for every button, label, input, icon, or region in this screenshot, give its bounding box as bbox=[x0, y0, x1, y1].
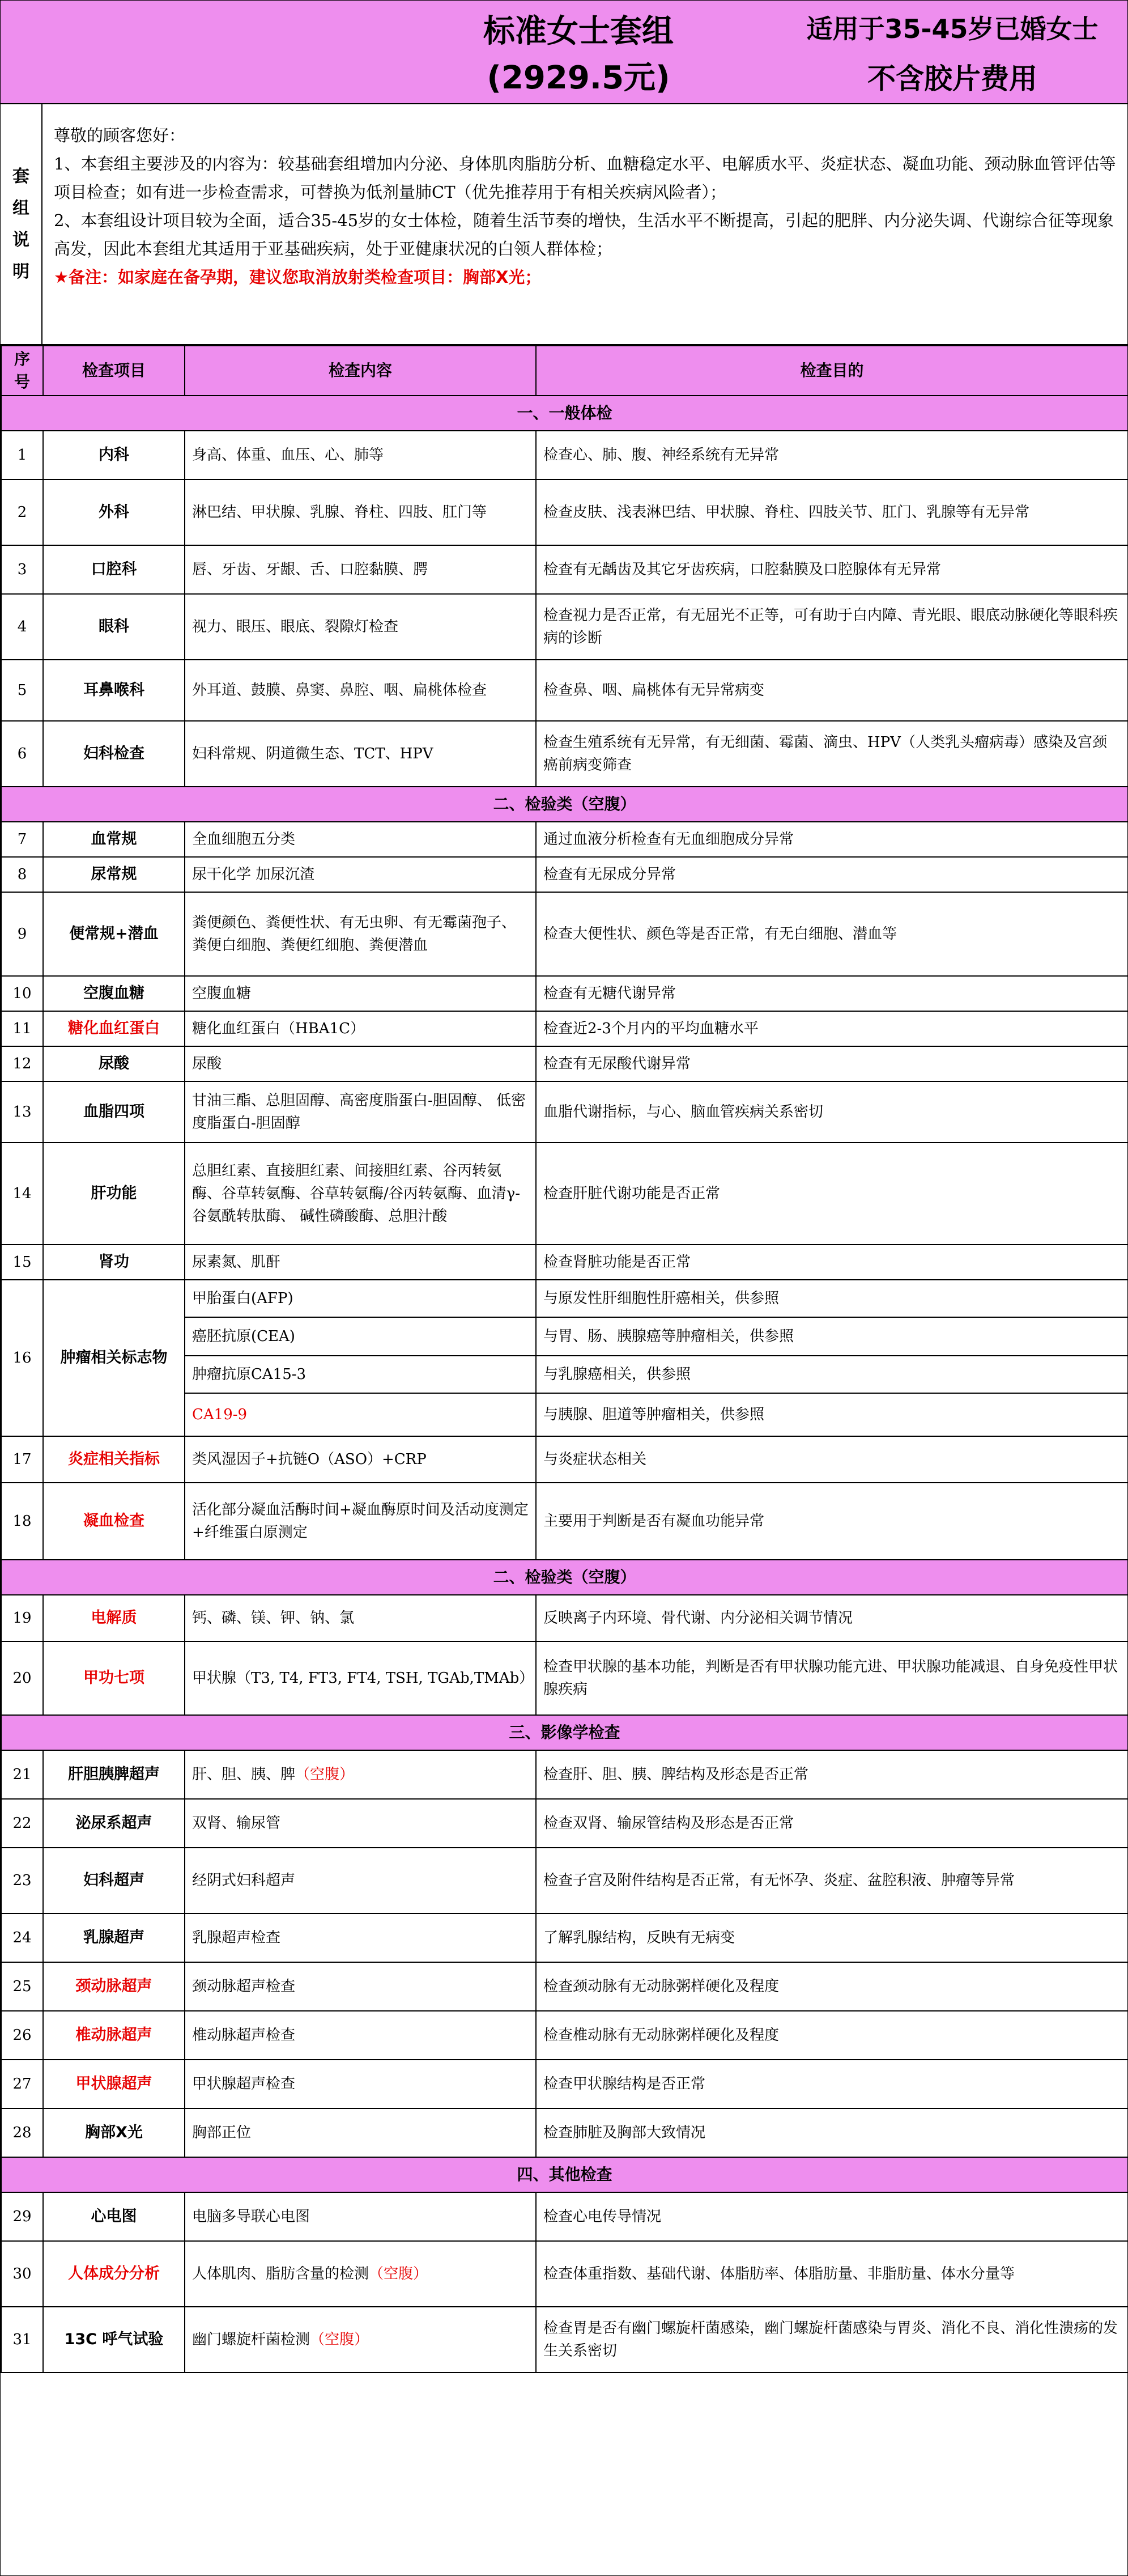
package-header bbox=[1, 1, 1127, 104]
content-text: 钙、磷、镁、钾、钠、氯 bbox=[192, 1610, 355, 1627]
exam-content bbox=[185, 660, 536, 721]
table-row bbox=[1, 1483, 1128, 1560]
content-text: 经阴式妇科超声 bbox=[192, 1872, 296, 1889]
content-text: 视力、眼压、眼底、裂隙灯检查 bbox=[192, 618, 399, 635]
exam-item: 空腹血糖 bbox=[43, 976, 185, 1011]
row-number: 2 bbox=[1, 479, 43, 545]
exam-content bbox=[185, 479, 536, 545]
exam-purpose: 检查皮肤、浅表淋巴结、甲状腺、脊柱、四肢关节、肛门、乳腺等有无异常 bbox=[536, 479, 1128, 545]
exam-item: 妇科检查 bbox=[43, 721, 185, 787]
section-title: 二、检验类（空腹） bbox=[1, 787, 1128, 822]
table-row bbox=[1, 1011, 1128, 1046]
exam-content bbox=[185, 2241, 536, 2307]
exam-item: 椎动脉超声 bbox=[43, 2011, 185, 2060]
exam-item: 凝血检查 bbox=[43, 1483, 185, 1560]
row-number: 1 bbox=[1, 431, 43, 479]
side-char: 说 bbox=[12, 230, 29, 250]
row-number: 31 bbox=[1, 2307, 43, 2373]
row-number: 6 bbox=[1, 721, 43, 787]
section-row bbox=[1, 396, 1128, 431]
exam-content bbox=[185, 1962, 536, 2011]
row-number: 13 bbox=[1, 1081, 43, 1143]
package-title: 标准女士套组 bbox=[483, 13, 674, 50]
exam-purpose: 检查心、肺、腹、神经系统有无异常 bbox=[536, 431, 1128, 479]
package-description bbox=[1, 104, 1127, 345]
exam-item: 泌尿系超声 bbox=[43, 1799, 185, 1848]
exam-purpose: 检查椎动脉有无动脉粥样硬化及程度 bbox=[536, 2011, 1128, 2060]
exam-item: 肾功 bbox=[43, 1245, 185, 1280]
content-text: 活化部分凝血活酶时间+凝血酶原时间及活动度测定+纤维蛋白原测定 bbox=[192, 1501, 529, 1541]
exam-purpose: 检查有无糖代谢异常 bbox=[536, 976, 1128, 1011]
row-number: 3 bbox=[1, 545, 43, 594]
table-row bbox=[1, 1962, 1128, 2011]
exam-purpose: 血脂代谢指标，与心、脑血管疾病关系密切 bbox=[536, 1081, 1128, 1143]
exam-table-body bbox=[1, 396, 1128, 2373]
row-number: 18 bbox=[1, 1483, 43, 1560]
exam-item: 妇科超声 bbox=[43, 1848, 185, 1913]
table-header-row bbox=[1, 346, 1128, 396]
content-text: 电脑多导联心电图 bbox=[192, 2208, 310, 2225]
exam-content bbox=[185, 1750, 536, 1799]
row-number: 26 bbox=[1, 2011, 43, 2060]
exam-item: 炎症相关指标 bbox=[43, 1436, 185, 1483]
table-row bbox=[1, 721, 1128, 787]
exam-purpose: 检查大便性状、颜色等是否正常，有无白细胞、潜血等 bbox=[536, 892, 1128, 976]
exam-item: 电解质 bbox=[43, 1595, 185, 1641]
table-row bbox=[1, 1641, 1128, 1715]
exam-content bbox=[185, 1913, 536, 1962]
exam-content bbox=[185, 431, 536, 479]
exam-item: 尿常规 bbox=[43, 857, 185, 892]
exam-purpose: 检查双肾、输尿管结构及形态是否正常 bbox=[536, 1799, 1128, 1848]
row-number: 10 bbox=[1, 976, 43, 1011]
exam-purpose: 检查体重指数、基础代谢、体脂肪率、体脂肪量、非脂肪量、体水分量等 bbox=[536, 2241, 1128, 2307]
exam-content: CA19-9 bbox=[185, 1393, 536, 1436]
exam-item: 甲功七项 bbox=[43, 1641, 185, 1715]
exam-item: 肿瘤相关标志物 bbox=[43, 1280, 185, 1436]
content-text: 空腹血糖 bbox=[192, 985, 252, 1002]
row-number: 19 bbox=[1, 1595, 43, 1641]
target-audience: 适用于35-45岁已婚女士 bbox=[806, 14, 1099, 44]
exam-item: 心电图 bbox=[43, 2192, 185, 2241]
exam-purpose: 检查颈动脉有无动脉粥样硬化及程度 bbox=[536, 1962, 1128, 2011]
content-text: 甘油三酯、总胆固醇、高密度脂蛋白-胆固醇、 低密度脂蛋白-胆固醇 bbox=[192, 1092, 526, 1132]
side-char: 明 bbox=[12, 261, 29, 282]
content-text: 类风湿因子+抗链O（ASO）+CRP bbox=[192, 1451, 427, 1468]
table-row bbox=[1, 1799, 1128, 1848]
exam-item: 血常规 bbox=[43, 822, 185, 857]
exam-item: 肝胆胰脾超声 bbox=[43, 1750, 185, 1799]
side-char: 组 bbox=[12, 198, 29, 218]
exam-item: 13C 呼气试验 bbox=[43, 2307, 185, 2373]
exam-content bbox=[185, 2060, 536, 2108]
row-number: 15 bbox=[1, 1245, 43, 1280]
row-number: 28 bbox=[1, 2108, 43, 2157]
exam-purpose: 检查肾脏功能是否正常 bbox=[536, 1245, 1128, 1280]
col-header-content: 检查内容 bbox=[185, 346, 536, 396]
exam-purpose: 检查有无尿成分异常 bbox=[536, 857, 1128, 892]
description-body bbox=[54, 121, 1119, 291]
exam-content bbox=[185, 1143, 536, 1245]
exam-content bbox=[185, 1848, 536, 1913]
exam-content bbox=[185, 1046, 536, 1081]
content-text: 颈动脉超声检查 bbox=[192, 1978, 296, 1995]
exam-content bbox=[185, 2192, 536, 2241]
exam-content bbox=[185, 892, 536, 976]
exam-item: 甲状腺超声 bbox=[43, 2060, 185, 2108]
table-row bbox=[1, 1913, 1128, 1962]
row-number: 25 bbox=[1, 1962, 43, 2011]
exam-content bbox=[185, 976, 536, 1011]
table-row bbox=[1, 857, 1128, 892]
row-number: 9 bbox=[1, 892, 43, 976]
table-row bbox=[1, 822, 1128, 857]
section-title: 二、检验类（空腹） bbox=[1, 1560, 1128, 1595]
table-row bbox=[1, 545, 1128, 594]
content-text: 双肾、输尿管 bbox=[192, 1815, 281, 1832]
row-number: 7 bbox=[1, 822, 43, 857]
section-title: 四、其他检查 bbox=[1, 2157, 1128, 2192]
section-row bbox=[1, 787, 1128, 822]
section-row bbox=[1, 2157, 1128, 2192]
exam-item: 口腔科 bbox=[43, 545, 185, 594]
content-text: 妇科常规、阴道微生态、TCT、HPV bbox=[192, 745, 433, 762]
fee-exclusion: 不含胶片费用 bbox=[867, 62, 1037, 95]
exam-content bbox=[185, 594, 536, 660]
col-header-purpose: 检查目的 bbox=[536, 346, 1128, 396]
table-row bbox=[1, 1046, 1128, 1081]
exam-purpose: 与胰腺、胆道等肿瘤相关，供参照 bbox=[536, 1393, 1128, 1436]
exam-content bbox=[185, 2011, 536, 2060]
row-number: 11 bbox=[1, 1011, 43, 1046]
exam-purpose: 检查胃是否有幽门螺旋杆菌感染，幽门螺旋杆菌感染与胃炎、消化不良、消化性溃疡的发生关系密切 bbox=[536, 2307, 1128, 2373]
exam-content bbox=[185, 822, 536, 857]
row-number: 22 bbox=[1, 1799, 43, 1848]
row-number: 29 bbox=[1, 2192, 43, 2241]
exam-purpose: 反映离子内环境、骨代谢、内分泌相关调节情况 bbox=[536, 1595, 1128, 1641]
table-row bbox=[1, 1750, 1128, 1799]
content-text: 尿酸 bbox=[192, 1055, 222, 1072]
table-row bbox=[1, 2192, 1128, 2241]
fasting-note: （空腹） bbox=[295, 1766, 355, 1783]
exam-purpose: 了解乳腺结构，反映有无病变 bbox=[536, 1913, 1128, 1962]
exam-item: 糖化血红蛋白 bbox=[43, 1011, 185, 1046]
content-text: 尿素氮、肌酐 bbox=[192, 1254, 281, 1271]
exam-purpose: 检查心电传导情况 bbox=[536, 2192, 1128, 2241]
table-row bbox=[1, 660, 1128, 721]
exam-purpose: 检查视力是否正常，有无屈光不正等，可有助于白内障、青光眼、眼底动脉硬化等眼科疾病的诊断 bbox=[536, 594, 1128, 660]
row-number: 21 bbox=[1, 1750, 43, 1799]
table-row bbox=[1, 1848, 1128, 1913]
content-text: 粪便颜色、粪便性状、有无虫卵、有无霉菌孢子、粪便白细胞、粪便红细胞、粪便潜血 bbox=[192, 914, 517, 954]
exam-purpose: 通过血液分析检查有无血细胞成分异常 bbox=[536, 822, 1128, 857]
exam-item: 人体成分分析 bbox=[43, 2241, 185, 2307]
exam-purpose: 主要用于判断是否有凝血功能异常 bbox=[536, 1483, 1128, 1560]
exam-content bbox=[185, 1245, 536, 1280]
section-title: 三、影像学检查 bbox=[1, 1715, 1128, 1750]
content-text: 外耳道、鼓膜、鼻窦、鼻腔、咽、扁桃体检查 bbox=[192, 682, 487, 699]
row-number: 30 bbox=[1, 2241, 43, 2307]
table-row bbox=[1, 431, 1128, 479]
exam-purpose: 与胃、肠、胰腺癌等肿瘤相关，供参照 bbox=[536, 1317, 1128, 1356]
exam-item: 颈动脉超声 bbox=[43, 1962, 185, 2011]
exam-content bbox=[185, 1436, 536, 1483]
exam-purpose: 检查子宫及附件结构是否正常，有无怀孕、炎症、盆腔积液、肿瘤等异常 bbox=[536, 1848, 1128, 1913]
row-number: 20 bbox=[1, 1641, 43, 1715]
exam-content bbox=[185, 2307, 536, 2373]
row-number: 14 bbox=[1, 1143, 43, 1245]
exam-purpose: 检查肺脏及胸部大致情况 bbox=[536, 2108, 1128, 2157]
exam-purpose: 与乳腺癌相关，供参照 bbox=[536, 1356, 1128, 1393]
exam-item: 乳腺超声 bbox=[43, 1913, 185, 1962]
row-number: 5 bbox=[1, 660, 43, 721]
exam-content bbox=[185, 1011, 536, 1046]
exam-purpose: 与炎症状态相关 bbox=[536, 1436, 1128, 1483]
table-row bbox=[1, 1436, 1128, 1483]
row-number: 12 bbox=[1, 1046, 43, 1081]
table-row bbox=[1, 594, 1128, 660]
table-row bbox=[1, 1081, 1128, 1143]
fasting-note: （空腹） bbox=[310, 2331, 369, 2348]
exam-content: 甲胎蛋白(AFP) bbox=[185, 1280, 536, 1317]
exam-content bbox=[185, 857, 536, 892]
table-row bbox=[1, 976, 1128, 1011]
content-text: 甲状腺（T3, T4, FT3, FT4, TSH, TGAb,TMAb） bbox=[192, 1670, 534, 1687]
table-row bbox=[1, 2307, 1128, 2373]
fasting-note: （空腹） bbox=[369, 2265, 428, 2282]
exam-purpose: 检查有无尿酸代谢异常 bbox=[536, 1046, 1128, 1081]
exam-content bbox=[185, 1081, 536, 1143]
table-row bbox=[1, 2241, 1128, 2307]
col-header-item: 检查项目 bbox=[43, 346, 185, 396]
exam-content: 肿瘤抗原CA15-3 bbox=[185, 1356, 536, 1393]
table-row bbox=[1, 2060, 1128, 2108]
exam-item: 耳鼻喉科 bbox=[43, 660, 185, 721]
package-price: (2929.5元) bbox=[487, 60, 670, 96]
table-row bbox=[1, 2108, 1128, 2157]
section-title: 一、一般体检 bbox=[1, 396, 1128, 431]
exam-content bbox=[185, 1799, 536, 1848]
content-text: 糖化血红蛋白（HBA1C） bbox=[192, 1020, 365, 1037]
description-point-1: 1、本套组主要涉及的内容为：较基础套组增加内分泌、身体肌肉脂肪分析、血糖稳定水平、电解质水平、炎症状态、凝血功能、颈动脉血管评估等项目检查；如有进一步检查需求，可替换为低剂量肺CT（优先推荐用于有相关疾病风险者）； bbox=[54, 154, 1116, 202]
description-point-2: 2、本套组设计项目较为全面，适合35-45岁的女士体检，随着生活节奏的增快，生活水平不断提高，引起的肥胖、内分泌失调、代谢综合征等现象高发，因此本套组尤其适用于亚基础疾病，处于亚健康状况的白领人群体检； bbox=[54, 211, 1114, 258]
table-row bbox=[1, 2011, 1128, 2060]
section-row bbox=[1, 1560, 1128, 1595]
content-text: 总胆红素、直接胆红素、间接胆红素、谷丙转氨酶、谷草转氨酶、谷草转氨酶/谷丙转氨酶、血清γ-谷氨酰转肽酶、 碱性磷酸酶、总胆汁酸 bbox=[192, 1162, 521, 1225]
table-row bbox=[1, 1245, 1128, 1280]
content-text: 胸部正位 bbox=[192, 2124, 252, 2141]
exam-purpose: 检查肝脏代谢功能是否正常 bbox=[536, 1143, 1128, 1245]
exam-content bbox=[185, 1641, 536, 1715]
exam-purpose: 检查有无龋齿及其它牙齿疾病，口腔黏膜及口腔腺体有无异常 bbox=[536, 545, 1128, 594]
exam-content bbox=[185, 1595, 536, 1641]
content-text: 淋巴结、甲状腺、乳腺、脊柱、四肢、肛门等 bbox=[192, 504, 487, 521]
exam-content bbox=[185, 2108, 536, 2157]
greeting: 尊敬的顾客您好： bbox=[54, 126, 186, 145]
exam-purpose: 检查肝、胆、胰、脾结构及形态是否正常 bbox=[536, 1750, 1128, 1799]
content-text: 幽门螺旋杆菌检测 bbox=[192, 2331, 310, 2348]
exam-item: 血脂四项 bbox=[43, 1081, 185, 1143]
content-text: 甲状腺超声检查 bbox=[192, 2076, 296, 2093]
table-row bbox=[1, 1143, 1128, 1245]
table-row bbox=[1, 892, 1128, 976]
exam-purpose: 检查近2-3个月内的平均血糖水平 bbox=[536, 1011, 1128, 1046]
table-row bbox=[1, 1280, 1128, 1317]
exam-purpose: 检查生殖系统有无异常，有无细菌、霉菌、滴虫、HPV（人类乳头瘤病毒）感染及宫颈癌前病变筛查 bbox=[536, 721, 1128, 787]
exam-purpose: 检查鼻、咽、扁桃体有无异常病变 bbox=[536, 660, 1128, 721]
content-text: 身高、体重、血压、心、肺等 bbox=[192, 447, 384, 464]
exam-item: 肝功能 bbox=[43, 1143, 185, 1245]
content-text: 乳腺超声检查 bbox=[192, 1929, 281, 1946]
content-text: 肝、胆、胰、脾 bbox=[192, 1766, 296, 1783]
exam-content bbox=[185, 1483, 536, 1560]
exam-content: 癌胚抗原(CEA) bbox=[185, 1317, 536, 1356]
exam-purpose: 检查甲状腺结构是否正常 bbox=[536, 2060, 1128, 2108]
exam-item: 内科 bbox=[43, 431, 185, 479]
exam-item: 眼科 bbox=[43, 594, 185, 660]
row-number: 16 bbox=[1, 1280, 43, 1436]
exam-item: 胸部X光 bbox=[43, 2108, 185, 2157]
row-number: 17 bbox=[1, 1436, 43, 1483]
content-text: 全血细胞五分类 bbox=[192, 831, 296, 848]
table-row bbox=[1, 1595, 1128, 1641]
description-side-label bbox=[1, 104, 42, 344]
content-text: 唇、牙齿、牙龈、舌、口腔黏膜、腭 bbox=[192, 561, 428, 578]
content-text: 尿干化学 加尿沉渣 bbox=[192, 866, 315, 883]
pregnancy-warning: ★备注：如家庭在备孕期，建议您取消放射类检查项目：胸部X光； bbox=[54, 268, 542, 287]
row-number: 24 bbox=[1, 1913, 43, 1962]
exam-table bbox=[1, 345, 1128, 2373]
row-number: 27 bbox=[1, 2060, 43, 2108]
exam-item: 外科 bbox=[43, 479, 185, 545]
section-row bbox=[1, 1715, 1128, 1750]
exam-item: 尿酸 bbox=[43, 1046, 185, 1081]
exam-purpose: 与原发性肝细胞性肝癌相关，供参照 bbox=[536, 1280, 1128, 1317]
exam-content bbox=[185, 545, 536, 594]
row-number: 23 bbox=[1, 1848, 43, 1913]
exam-content bbox=[185, 721, 536, 787]
content-text: 椎动脉超声检查 bbox=[192, 2027, 296, 2044]
table-row bbox=[1, 479, 1128, 545]
content-text: 人体肌肉、脂肪含量的检测 bbox=[192, 2265, 369, 2282]
exam-purpose: 检查甲状腺的基本功能，判断是否有甲状腺功能亢进、甲状腺功能减退、自身免疫性甲状腺疾病 bbox=[536, 1641, 1128, 1715]
exam-item: 便常规+潜血 bbox=[43, 892, 185, 976]
col-header-no: 序号 bbox=[1, 346, 43, 396]
row-number: 8 bbox=[1, 857, 43, 892]
row-number: 4 bbox=[1, 594, 43, 660]
side-char: 套 bbox=[12, 166, 29, 186]
